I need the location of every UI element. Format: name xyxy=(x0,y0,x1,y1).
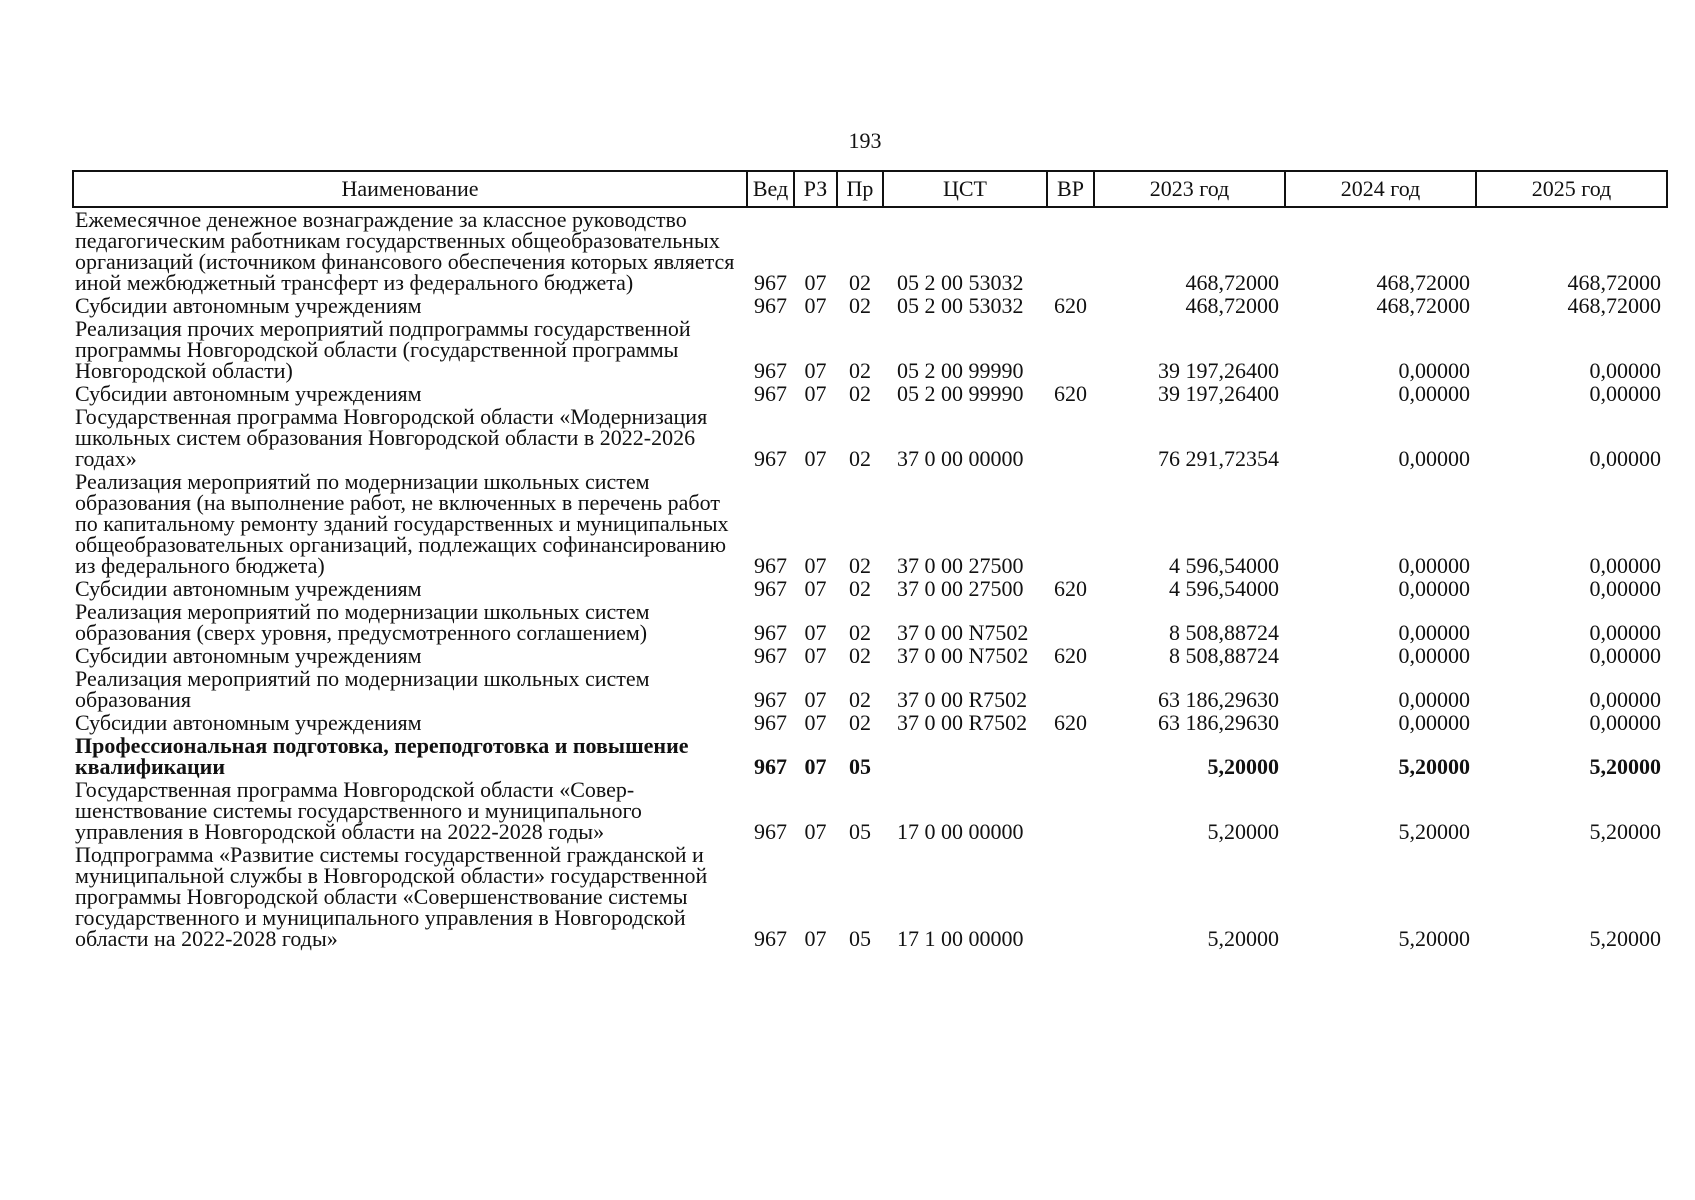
row-pr: 02 xyxy=(849,358,871,383)
table-row xyxy=(73,711,1667,734)
row-amount-2025: 0,00000 xyxy=(1589,553,1661,578)
row-amount-2024: 5,20000 xyxy=(1398,754,1470,779)
row-rz: 07 xyxy=(804,754,827,779)
row-pr: 05 xyxy=(849,819,871,844)
row-rz: 07 xyxy=(804,643,827,668)
row-amount-2023: 8 508,88724 xyxy=(1169,620,1279,645)
row-amount-2024: 0,00000 xyxy=(1398,620,1470,645)
row-name: Субсидии автономным учреждениям xyxy=(75,710,422,735)
row-vr xyxy=(1047,843,1094,950)
row-vr xyxy=(1047,778,1094,843)
row-vr: 620 xyxy=(1054,293,1087,318)
row-ved: 967 xyxy=(754,358,787,383)
row-rz: 07 xyxy=(804,620,827,645)
row-amount-2023: 63 186,29630 xyxy=(1158,687,1279,712)
col-header-name: Наименование xyxy=(73,171,747,207)
row-cst: 37 0 00 27500 xyxy=(897,553,1024,578)
row-cst: 37 0 00 00000 xyxy=(897,446,1024,471)
row-rz: 07 xyxy=(804,926,827,951)
table-row xyxy=(73,577,1667,600)
row-cst: 05 2 00 99990 xyxy=(897,381,1024,406)
col-header-cst: ЦСТ xyxy=(883,171,1047,207)
row-pr: 02 xyxy=(849,381,871,406)
row-ved: 967 xyxy=(754,446,787,471)
row-pr: 02 xyxy=(849,293,871,318)
row-amount-2023: 5,20000 xyxy=(1207,819,1279,844)
row-cst: 37 0 00 27500 xyxy=(897,576,1024,601)
row-vr: 620 xyxy=(1054,643,1087,668)
row-vr xyxy=(1047,734,1094,778)
row-amount-2025: 0,00000 xyxy=(1589,381,1661,406)
row-name: Профессиональная подготовка, переподготовка и повышение квалификации xyxy=(75,733,689,779)
row-ved: 967 xyxy=(754,620,787,645)
col-header-2023: 2023 год xyxy=(1094,171,1285,207)
row-amount-2025: 5,20000 xyxy=(1589,754,1661,779)
row-amount-2025: 0,00000 xyxy=(1589,446,1661,471)
table-row xyxy=(73,470,1667,577)
row-ved: 967 xyxy=(754,687,787,712)
row-rz: 07 xyxy=(804,381,827,406)
row-ved: 967 xyxy=(754,576,787,601)
row-amount-2024: 468,72000 xyxy=(1376,270,1470,295)
row-pr: 05 xyxy=(849,926,871,951)
row-vr: 620 xyxy=(1054,576,1087,601)
row-vr: 620 xyxy=(1054,710,1087,735)
row-pr: 05 xyxy=(849,754,871,779)
row-amount-2024: 0,00000 xyxy=(1398,553,1470,578)
row-vr: 620 xyxy=(1054,381,1087,406)
row-name: Субсидии автономным учреждениям xyxy=(75,643,422,668)
row-pr: 02 xyxy=(849,687,871,712)
row-amount-2024: 468,72000 xyxy=(1376,293,1470,318)
row-rz: 07 xyxy=(804,710,827,735)
row-amount-2023: 468,72000 xyxy=(1185,270,1279,295)
table-header-row xyxy=(73,171,1667,207)
budget-table xyxy=(72,170,1668,950)
table-row xyxy=(73,294,1667,317)
row-cst: 05 2 00 99990 xyxy=(897,358,1024,383)
row-amount-2025: 468,72000 xyxy=(1567,270,1661,295)
row-cst: 17 0 00 00000 xyxy=(897,819,1024,844)
table-row xyxy=(73,734,1667,778)
table-row xyxy=(73,405,1667,470)
row-amount-2024: 0,00000 xyxy=(1398,710,1470,735)
col-header-ved: Вед xyxy=(747,171,794,207)
col-header-2024: 2024 год xyxy=(1285,171,1476,207)
row-amount-2025: 468,72000 xyxy=(1567,293,1661,318)
row-rz: 07 xyxy=(804,358,827,383)
row-amount-2025: 5,20000 xyxy=(1589,926,1661,951)
row-amount-2023: 4 596,54000 xyxy=(1169,553,1279,578)
row-amount-2024: 0,00000 xyxy=(1398,358,1470,383)
row-amount-2025: 0,00000 xyxy=(1589,710,1661,735)
col-header-2025: 2025 год xyxy=(1476,171,1667,207)
row-cst: 17 1 00 00000 xyxy=(897,926,1024,951)
row-amount-2024: 0,00000 xyxy=(1398,687,1470,712)
row-rz: 07 xyxy=(804,687,827,712)
row-vr xyxy=(1047,470,1094,577)
row-pr: 02 xyxy=(849,576,871,601)
row-amount-2025: 5,20000 xyxy=(1589,819,1661,844)
table-row xyxy=(73,843,1667,950)
table-row xyxy=(73,382,1667,405)
table-row xyxy=(73,667,1667,711)
row-amount-2025: 0,00000 xyxy=(1589,643,1661,668)
row-cst: 37 0 00 N7502 xyxy=(897,643,1029,668)
row-name: Государственная программа Новгородской области «Совершенствование системы государственного и муниципального управления в Новгородской области на 2022-2028 годы» xyxy=(75,777,642,844)
row-pr: 02 xyxy=(849,710,871,735)
row-amount-2024: 0,00000 xyxy=(1398,446,1470,471)
row-vr xyxy=(1047,405,1094,470)
row-rz: 07 xyxy=(804,553,827,578)
row-ved: 967 xyxy=(754,819,787,844)
row-amount-2024: 5,20000 xyxy=(1398,819,1470,844)
row-name: Реализация мероприятий по модернизации школьных систем образования (сверх уровня, предусмотренного соглашением) xyxy=(75,599,650,645)
row-vr xyxy=(1047,207,1094,294)
row-name: Подпрограмма «Развитие системы государственной гражданской и муниципальной службы в Новгородской области» государственной программы Новгородской области «Совершенствование системы государственного и муниципального управления в Новгородской области на 2022-2028 годы» xyxy=(75,842,708,951)
page-number: 193 xyxy=(848,128,882,153)
row-pr: 02 xyxy=(849,620,871,645)
row-cst: 05 2 00 53032 xyxy=(897,293,1024,318)
row-amount-2023: 39 197,26400 xyxy=(1158,381,1279,406)
row-amount-2023: 5,20000 xyxy=(1207,926,1279,951)
row-name: Субсидии автономным учреждениям xyxy=(75,576,422,601)
row-ved: 967 xyxy=(754,710,787,735)
row-amount-2024: 5,20000 xyxy=(1398,926,1470,951)
row-rz: 07 xyxy=(804,270,827,295)
row-amount-2023: 76 291,72354 xyxy=(1158,446,1279,471)
row-cst: 37 0 00 N7502 xyxy=(897,620,1029,645)
row-ved: 967 xyxy=(754,754,787,779)
row-rz: 07 xyxy=(804,293,827,318)
row-amount-2023: 63 186,29630 xyxy=(1158,710,1279,735)
row-ved: 967 xyxy=(754,270,787,295)
row-pr: 02 xyxy=(849,270,871,295)
row-vr xyxy=(1047,667,1094,711)
row-name: Субсидии автономным учреждениям xyxy=(75,381,422,406)
row-pr: 02 xyxy=(849,643,871,668)
row-vr xyxy=(1047,600,1094,644)
row-amount-2023: 8 508,88724 xyxy=(1169,643,1279,668)
row-cst xyxy=(883,734,1047,778)
col-header-rz: РЗ xyxy=(794,171,837,207)
row-ved: 967 xyxy=(754,643,787,668)
row-amount-2024: 0,00000 xyxy=(1398,576,1470,601)
row-amount-2023: 39 197,26400 xyxy=(1158,358,1279,383)
row-amount-2025: 0,00000 xyxy=(1589,620,1661,645)
row-cst: 37 0 00 R7502 xyxy=(897,687,1028,712)
row-ved: 967 xyxy=(754,926,787,951)
table-body xyxy=(73,207,1667,950)
row-amount-2025: 0,00000 xyxy=(1589,687,1661,712)
row-pr: 02 xyxy=(849,446,871,471)
row-name: Ежемесячное денежное вознаграждение за классное руководство педагогическим работникам государственных общеобразовательных организаций (источником финансового обеспечения которых является иной межбюджетный трансферт из федерального бюджета) xyxy=(75,207,735,295)
row-amount-2025: 0,00000 xyxy=(1589,358,1661,383)
col-header-vr: ВР xyxy=(1047,171,1094,207)
row-name: Реализация мероприятий по модернизации школьных систем образования (на выполнение работ, не включенных в перечень работ по капитальному ремонту зданий государственных и муниципальных общеобразовательных организаций, подлежащих софинансированию из федерального бюджета) xyxy=(75,469,729,578)
table-row xyxy=(73,317,1667,382)
row-name: Реализация прочих мероприятий подпрограммы государственной программы Новгородской области (государственной программы Новгородской области) xyxy=(75,316,691,383)
row-ved: 967 xyxy=(754,553,787,578)
row-amount-2023: 5,20000 xyxy=(1207,754,1279,779)
col-header-pr: Пр xyxy=(837,171,883,207)
row-rz: 07 xyxy=(804,576,827,601)
row-rz: 07 xyxy=(804,819,827,844)
table-row xyxy=(73,644,1667,667)
row-rz: 07 xyxy=(804,446,827,471)
row-name: Государственная программа Новгородской области «Модернизация школьных систем образования Новгородской области в 2022-2026 годах» xyxy=(75,404,708,471)
row-ved: 967 xyxy=(754,381,787,406)
row-pr: 02 xyxy=(849,553,871,578)
row-vr xyxy=(1047,317,1094,382)
row-cst: 05 2 00 53032 xyxy=(897,270,1024,295)
table-row xyxy=(73,778,1667,843)
row-name: Субсидии автономным учреждениям xyxy=(75,293,422,318)
row-amount-2023: 468,72000 xyxy=(1185,293,1279,318)
row-ved: 967 xyxy=(754,293,787,318)
table-row xyxy=(73,600,1667,644)
row-name: Реализация мероприятий по модернизации школьных систем образования xyxy=(75,666,650,712)
row-cst: 37 0 00 R7502 xyxy=(897,710,1028,735)
row-amount-2024: 0,00000 xyxy=(1398,381,1470,406)
row-amount-2025: 0,00000 xyxy=(1589,576,1661,601)
row-amount-2024: 0,00000 xyxy=(1398,643,1470,668)
row-amount-2023: 4 596,54000 xyxy=(1169,576,1279,601)
table-row xyxy=(73,207,1667,294)
